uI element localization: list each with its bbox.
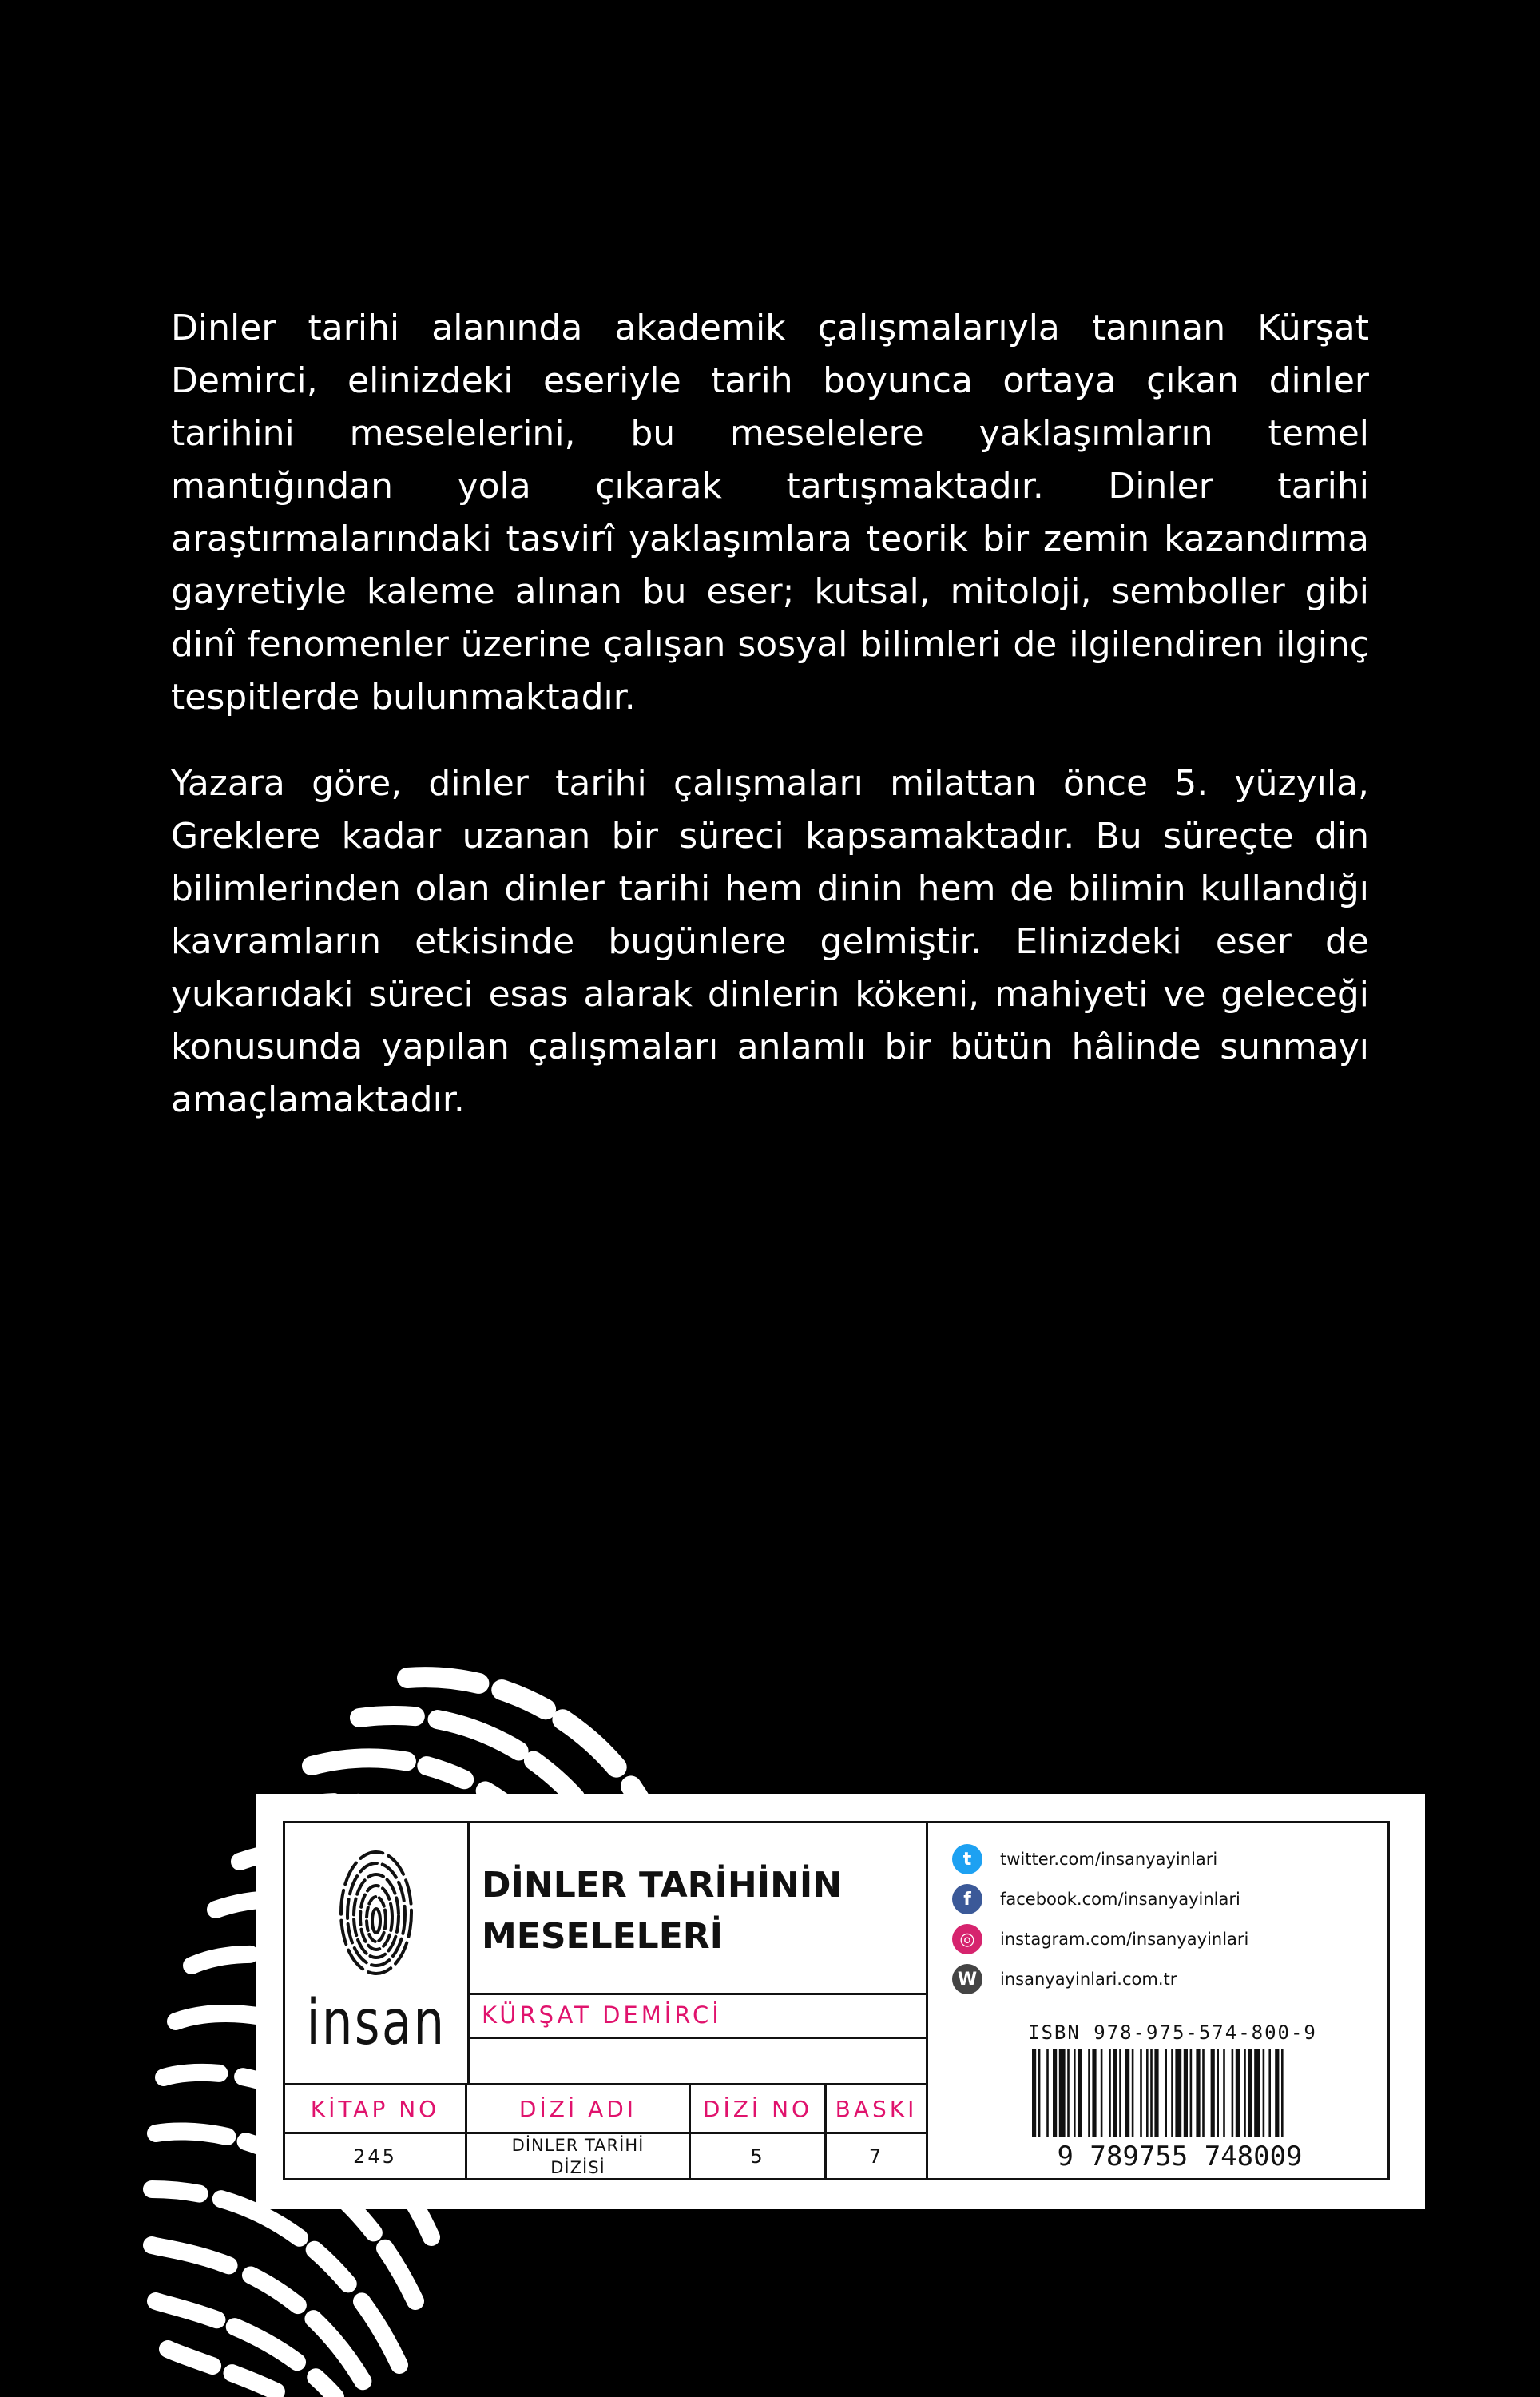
instagram-icon: ◎ — [952, 1924, 982, 1954]
meta-header: KİTAP NO — [285, 2085, 465, 2134]
meta-dizi-adi — [467, 2085, 691, 2180]
barcode — [1008, 2045, 1351, 2173]
meta-kitap-no — [285, 2085, 467, 2180]
barcode-bar — [1190, 2049, 1193, 2137]
barcode-bar — [1254, 2049, 1260, 2137]
isbn-number: ISBN 978-975-574-800-9 — [1028, 2021, 1317, 2044]
barcode-bar — [1263, 2049, 1265, 2137]
barcode-bar — [1125, 2049, 1129, 2137]
barcode-bar — [1132, 2049, 1134, 2137]
facebook-icon: f — [952, 1884, 982, 1914]
barcode-bar — [1244, 2049, 1246, 2137]
barcode-bar — [1053, 2049, 1057, 2137]
barcode-bar — [1281, 2049, 1284, 2137]
barcode-bar — [1275, 2049, 1279, 2137]
website-icon: W — [952, 1964, 982, 1994]
barcode-bar — [1175, 2049, 1181, 2137]
social-link-text: facebook.com/insanyayinlari — [1000, 1890, 1240, 1909]
blurb-paragraph-2: Yazara göre, dinler tarihi çalışmaları milattan önce 5. yüzyıla, Greklere kadar uzanan bir süreci kapsamaktadır. Bu süreçte din bilimlerinden olan dinler tarihi hem dinin hem de bilimin kullandığı kavramların etkisinde bugünlere gelmiştir. Elinizdeki eser de yukarıdaki süreci esas alarak dinlerin kökeni, mahiyeti ve geleceği konusunda yapılan çalışmaları anlamlı bir bütün hâlinde sunmayı amaçlamaktadır. — [171, 763, 1369, 1120]
publisher-logo — [285, 1823, 470, 2083]
barcode-bar — [1101, 2049, 1103, 2137]
book-title-line-1: DİNLER TARİHİNİN — [482, 1865, 843, 1906]
barcode-bar — [1165, 2049, 1167, 2137]
social-item-instagram[interactable] — [952, 1919, 1383, 1959]
barcode-bar — [1119, 2049, 1121, 2137]
barcode-bar — [1150, 2049, 1153, 2137]
barcode-digits: 9 789755 748009 — [1057, 2141, 1303, 2172]
meta-dizi-no — [691, 2085, 827, 2180]
barcode-bar — [1092, 2049, 1096, 2137]
meta-value: DİNLER TARİHİ DİZİSİ — [511, 2135, 645, 2177]
barcode-bar — [1140, 2049, 1142, 2137]
barcode-bar — [1154, 2049, 1158, 2137]
meta-value: 7 — [868, 2145, 884, 2168]
barcode-bar — [1146, 2049, 1149, 2137]
meta-value: 5 — [750, 2145, 765, 2168]
barcode-bar — [1232, 2049, 1234, 2137]
blurb-paragraph-1: Dinler tarihi alanında akademik çalışmalarıyla tanınan Kürşat Demirci, elinizdeki eseriyle tarih boyunca ortaya çıkan dinler tarihini meselelerini, bu meselelere yaklaşımların temel mantığından yola çıkarak tartışmaktadır. Dinler tarihi araştırmalarındaki tasvirî yaklaşımlara teorik bir zemin kazandırma gayretiyle kaleme alınan bu eser; kutsal, mitoloji, semboller gibi dinî fenomenler üzerine çalışan sosyal bilimleri de ilgilendiren ilginç tespitlerde bulunmaktadır. — [171, 308, 1369, 718]
barcode-bar — [1038, 2049, 1041, 2137]
social-link-text: insanyayinlari.com.tr — [1000, 1970, 1177, 1989]
label-frame — [283, 1821, 1390, 2180]
barcode-bar — [1268, 2049, 1271, 2137]
barcode-bar — [1109, 2049, 1111, 2137]
social-link-text: instagram.com/insanyayinlari — [1000, 1930, 1249, 1949]
book-title — [482, 1860, 913, 1962]
barcode-bar — [1248, 2049, 1252, 2137]
social-item-facebook[interactable] — [952, 1879, 1383, 1919]
barcode-bar — [1171, 2049, 1173, 2137]
book-info-label — [256, 1794, 1425, 2209]
title-cell — [467, 1823, 928, 1995]
barcode-bar — [1236, 2049, 1240, 2137]
meta-header: DİZİ NO — [691, 2085, 824, 2134]
barcode-bar — [1059, 2049, 1066, 2137]
book-author: KÜRŞAT DEMİRCİ — [482, 2001, 722, 2029]
book-title-line-2: MESELELERİ — [482, 1916, 724, 1957]
publisher-logo-text: insan — [306, 1987, 447, 2059]
meta-value: 245 — [353, 2145, 397, 2168]
back-cover-blurb — [171, 302, 1369, 1160]
barcode-bar — [1211, 2049, 1215, 2137]
fingerprint-logo-icon — [336, 1847, 416, 1979]
social-item-twitter[interactable] — [952, 1839, 1383, 1879]
social-links — [952, 1839, 1383, 1999]
barcode-bar — [1078, 2049, 1082, 2137]
meta-header: BASKI — [827, 2085, 926, 2134]
barcode-bar — [1223, 2049, 1225, 2137]
barcode-bar — [1074, 2049, 1076, 2137]
twitter-icon: t — [952, 1844, 982, 1874]
barcode-bar — [1196, 2049, 1200, 2137]
barcode-bars — [1032, 2049, 1284, 2137]
barcode-bar — [1184, 2049, 1188, 2137]
meta-table — [285, 2083, 928, 2180]
barcode-bar — [1032, 2049, 1036, 2137]
social-item-website[interactable] — [952, 1959, 1383, 1999]
meta-header: DİZİ ADI — [467, 2085, 689, 2134]
barcode-bar — [1046, 2049, 1049, 2137]
barcode-bar — [1067, 2049, 1070, 2137]
barcode-bar — [1202, 2049, 1205, 2137]
social-link-text: twitter.com/insanyayinlari — [1000, 1850, 1218, 1869]
meta-baski — [827, 2085, 926, 2180]
barcode-bar — [1217, 2049, 1219, 2137]
author-cell — [467, 1995, 928, 2039]
barcode-bar — [1088, 2049, 1090, 2137]
empty-cell — [467, 2039, 928, 2083]
barcode-bar — [1113, 2049, 1117, 2137]
